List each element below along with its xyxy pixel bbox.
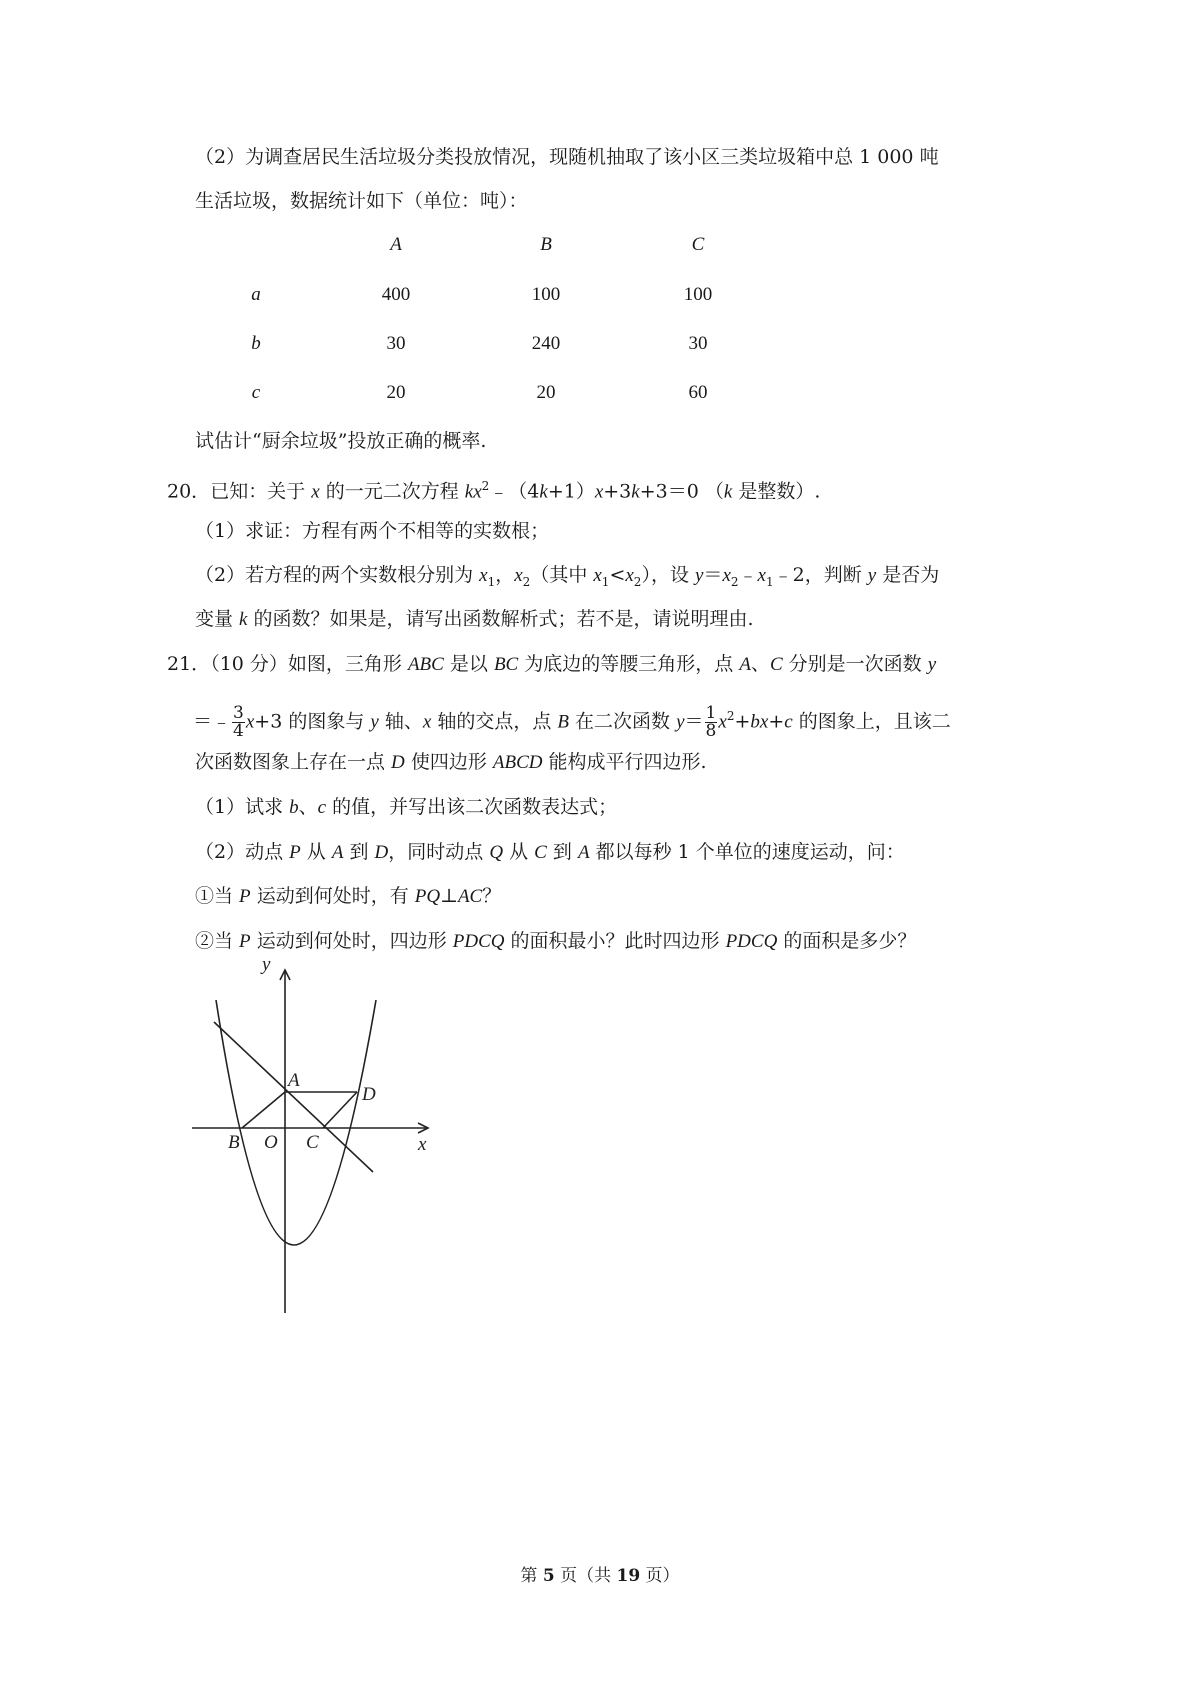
q21-stem-line1: 21．（10 分）如图，三角形 ABC 是以 BC 为底边的等腰三角形，点 A、C 分别是一次函数 y: [167, 653, 937, 675]
col-header-b: B: [540, 234, 552, 255]
page-footer: 第 5 页（共 19 页）: [520, 1566, 680, 1586]
label-c: C: [306, 1132, 319, 1153]
q19-part2-line1: （2）为调查居民生活垃圾分类投放情况，现随机抽取了该小区三类垃圾箱中总 1 000 吨: [195, 146, 939, 168]
label-o: O: [264, 1132, 278, 1153]
table-cell: 30: [386, 333, 406, 354]
col-header-c: C: [691, 234, 705, 255]
row-label-c: c: [251, 382, 261, 403]
label-a: A: [288, 1070, 300, 1091]
q21-subquestion-2: ②当 P 运动到何处时，四边形 PDCQ 的面积最小？此时四边形 PDCQ 的面积是多少？: [195, 930, 917, 952]
label-y: y: [262, 954, 271, 975]
q21-part1: （1）试求 b、c 的值，并写出该二次函数表达式；: [195, 796, 618, 818]
row-label-b: b: [251, 333, 261, 354]
label-x: x: [418, 1134, 427, 1155]
table-cell: 60: [688, 382, 708, 403]
q20-part2-line1: （2）若方程的两个实数根分别为 $x_1$，$x_2$（其中 $x_1<x_2$），设 $y=x_2﹣x_1﹣2$，判断 y 是否为: [195, 564, 940, 589]
table-cell: 240: [531, 333, 561, 354]
table-cell: 20: [386, 382, 406, 403]
col-header-a: A: [390, 234, 402, 255]
q21-part2: （2）动点 P 从 A 到 D，同时动点 Q 从 C 到 A 都以每秒 1 个单位的速度运动，问：: [195, 841, 905, 863]
page-number: 5: [542, 1566, 555, 1586]
row-label-a: a: [251, 284, 261, 305]
geometry-figure: [190, 954, 450, 1330]
segment-ba: [242, 1092, 285, 1128]
table-cell: 30: [688, 333, 708, 354]
label-d: D: [362, 1084, 376, 1105]
table-cell: 20: [536, 382, 556, 403]
fraction-1-8: $\frac{1}{8}$: [705, 702, 717, 741]
table-cell: 400: [381, 284, 411, 305]
q19-part2-line2: 生活垃圾，数据统计如下（单位：吨）：: [195, 190, 528, 212]
q20-part1: （1）求证：方程有两个不相等的实数根；: [195, 520, 550, 542]
q21-stem-line2: ＝﹣ $\frac{3}{4}$ x+3 的图象与 y 轴、x 轴的交点，点 B 在二次函数 y＝ $\frac{1}{8}$ $x^2+bx+c$ 的图象上，且该二: [193, 702, 951, 741]
parabola: [216, 1000, 376, 1245]
table-cell: 100: [683, 284, 713, 305]
q19-part2-question: 试估计“厨余垃圾”投放正确的概率.: [195, 430, 487, 452]
q20-stem: 20．已知：关于 x 的一元二次方程 $kx^2﹣(4k+1)x+3k+3=0$ （k 是整数）.: [167, 479, 821, 503]
q20-part2-line2: 变量 k 的函数？如果是，请写出函数解析式；若不是，请说明理由.: [195, 608, 754, 630]
label-b: B: [228, 1132, 240, 1153]
q21-subquestion-1: ①当 P 运动到何处时，有 PQ⊥AC？: [195, 885, 502, 907]
q21-stem-line3: 次函数图象上存在一点 D 使四边形 ABCD 能构成平行四边形.: [195, 751, 707, 773]
fraction-3-4: $\frac{3}{4}$: [233, 702, 244, 741]
table-cell: 100: [531, 284, 561, 305]
page-total: 19: [616, 1566, 641, 1586]
